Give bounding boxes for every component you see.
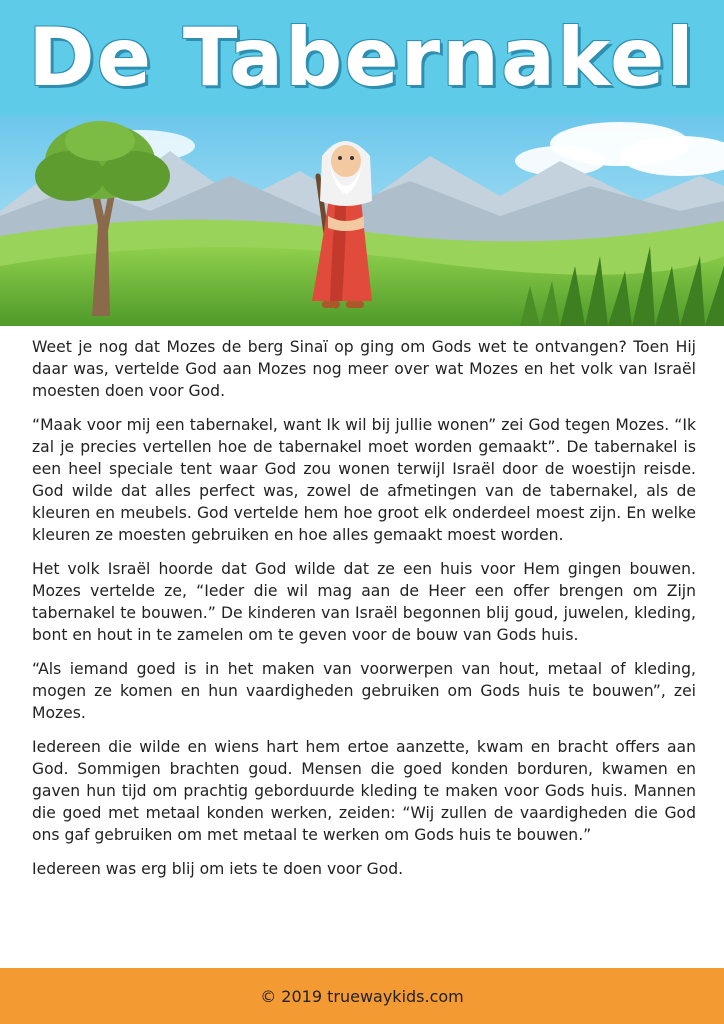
paragraph: Het volk Israël hoorde dat God wilde dat ze een huis voor Hem gingen bouwen. Mozes vertelde ze, “Ieder die wil mag aan de Heer een offer brengen om Zijn tabernakel te bouwen.” De kinderen van Israël begonnen blij goud, juwelen, kleding, bont en hout in te zamelen om te geven voor de bouw van Gods huis.: [32, 560, 696, 644]
title-banner: [0, 0, 724, 116]
paragraph: Iedereen die wilde en wiens hart hem ertoe aanzette, kwam en bracht offers aan God. Sommigen brachten goud. Mensen die goed konden borduren, kwamen en gaven hun tijd om prachtig geborduurde kleding te maken voor Gods huis. Mannen die goed met metaal konden werken, zeiden: “Wij zullen de vaardigheden die God ons gaf gebruiken om met metaal te werken om Gods huis te bouwen.”: [32, 738, 696, 844]
paragraph: Iedereen was erg blij om iets te doen voor God.: [32, 860, 404, 878]
paragraph: Weet je nog dat Mozes de berg Sinaï op ging om Gods wet te ontvangen? Toen Hij daar was, vertelde God aan Mozes nog meer over wat Mozes en het volk van Israël moesten doen voor God.: [32, 338, 696, 400]
paragraph: “Maak voor mij een tabernakel, want Ik wil bij jullie wonen” zei God tegen Mozes. “Ik zal je precies vertellen hoe de tabernakel moet worden gemaakt”. De tabernakel is een heel speciale tent waar God zou wonen terwijl Israël door de woestijn reisde. God wilde dat alles perfect was, zowel de afmetingen van de tabernakel, als de kleuren en meubels. God vertelde hem hoe groot elk onderdeel moest zijn. En welke kleuren ze moesten gebruiken en hoe alles gemaakt moest worden.: [32, 416, 696, 544]
moses-landscape-illustration: [0, 116, 724, 326]
paragraph: “Als iemand goed is in het maken van voorwerpen van hout, metaal of kleding, mogen ze komen en hun vaardigheden gebruiken om Gods huis te bouwen”, zei Mozes.: [32, 660, 696, 722]
footer-bar: [0, 968, 724, 1024]
copyright-text: © 2019 truewaykids.com: [260, 987, 464, 1006]
page-title: De Tabernakel: [28, 11, 696, 104]
story-text: [32, 336, 696, 892]
